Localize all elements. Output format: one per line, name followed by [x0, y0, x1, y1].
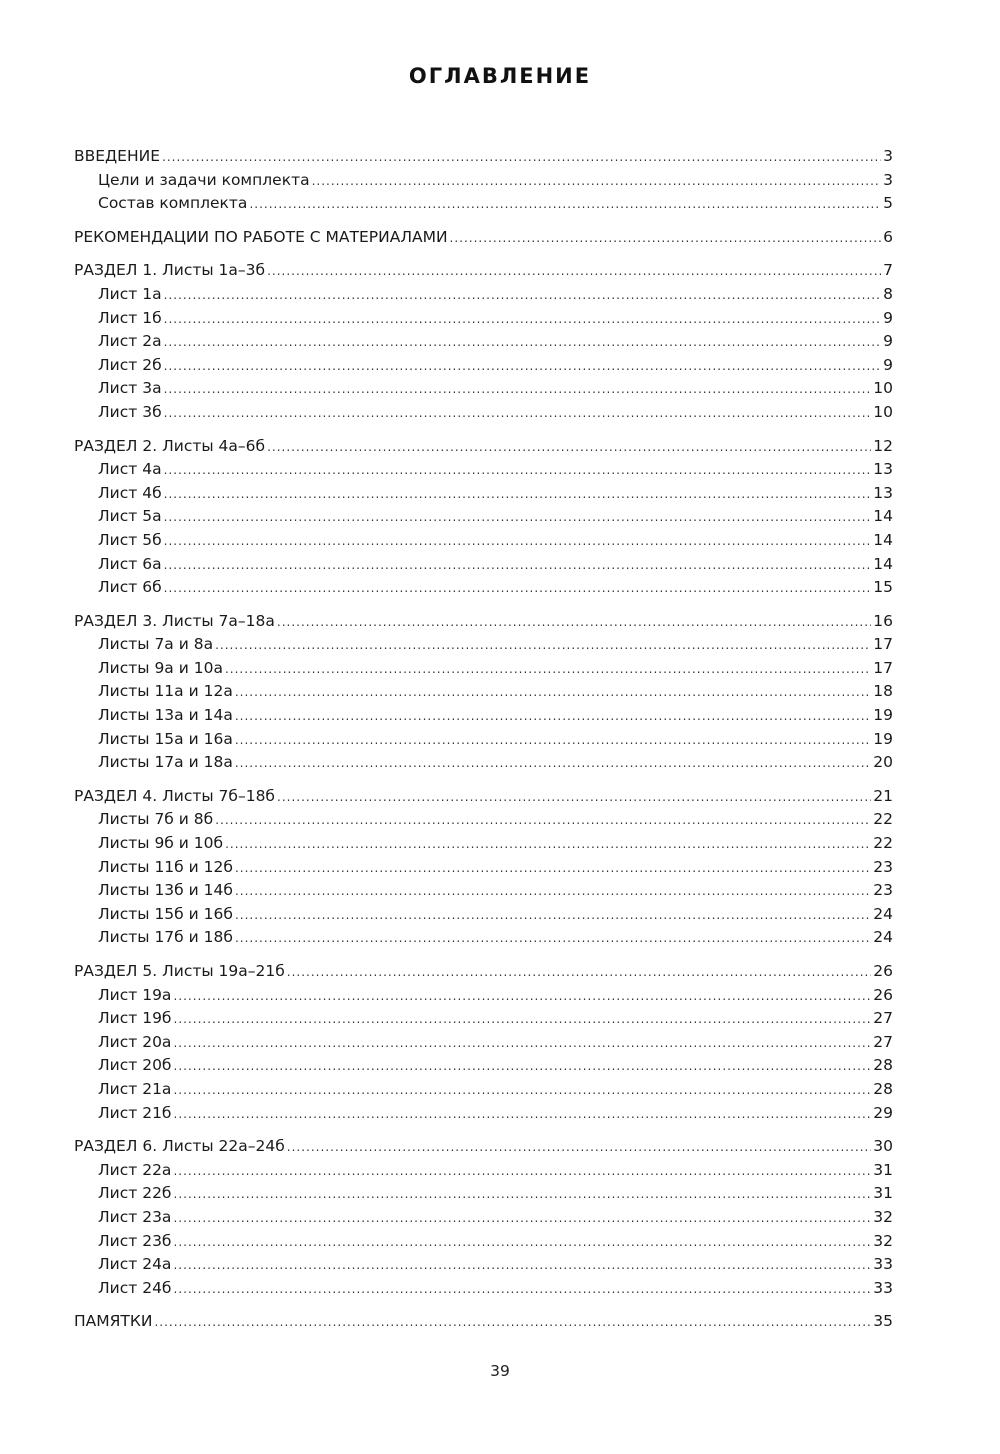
dot-leader [173, 1160, 871, 1184]
toc-item-page: 19 [873, 729, 893, 748]
toc-section-page: 26 [873, 962, 893, 980]
dot-leader [215, 809, 871, 833]
dot-leader [287, 1136, 871, 1160]
toc-item-label: Лист 20а [98, 1032, 172, 1051]
toc-section [74, 610, 893, 775]
toc-item-page: 3 [883, 170, 893, 189]
dot-leader [164, 506, 872, 530]
toc-item-label: Лист 2б [98, 355, 162, 374]
toc-item-row[interactable] [74, 169, 893, 193]
toc-item-label: Листы 9а и 10а [98, 658, 223, 677]
dot-leader [267, 260, 881, 284]
toc-item-row[interactable] [74, 192, 893, 216]
toc-item-row[interactable] [74, 1159, 893, 1183]
toc-item-page: 31 [873, 1184, 893, 1203]
toc-item-label: Листы 9б и 10б [98, 834, 224, 853]
dot-leader [164, 530, 872, 554]
toc-section-row[interactable] [74, 1135, 893, 1159]
toc-item-label: Лист 21а [98, 1079, 172, 1098]
toc-item-row[interactable] [74, 680, 893, 704]
toc-item-page: 22 [873, 834, 893, 853]
toc-item-page: 33 [873, 1278, 893, 1297]
toc-section-label: ВВЕДЕНИЕ [74, 147, 161, 165]
toc-item-page: 17 [873, 658, 893, 677]
dot-leader [164, 331, 882, 355]
toc-item-page: 22 [873, 810, 893, 829]
toc-section-row[interactable] [74, 145, 893, 169]
toc-item-row[interactable] [74, 1102, 893, 1126]
toc-section-page: 12 [873, 436, 893, 455]
toc-item-label: Лист 21б [98, 1103, 172, 1122]
toc-item-label: Лист 2а [98, 332, 162, 351]
dot-leader [249, 193, 881, 217]
toc-section-row[interactable] [74, 226, 893, 250]
toc-item-label: Лист 1б [98, 308, 162, 327]
toc-item-page: 14 [873, 530, 893, 549]
toc-item-row[interactable] [74, 482, 893, 506]
toc-item-page: 14 [873, 507, 893, 526]
toc-item-label: Лист 5б [98, 530, 162, 549]
toc-item-row[interactable] [74, 1078, 893, 1102]
dot-leader [164, 308, 881, 332]
toc-item-label: Лист 6а [98, 554, 162, 573]
toc-section-row[interactable] [74, 1310, 893, 1334]
toc-section-page: 3 [883, 147, 893, 165]
toc-section-label: РАЗДЕЛ 4. Листы 7б–18б [74, 786, 275, 805]
toc-section-label: РАЗДЕЛ 1. Листы 1а–3б [74, 261, 266, 280]
toc-item-page: 23 [873, 881, 893, 900]
toc-item-label: Лист 24а [98, 1255, 172, 1274]
dot-leader [164, 378, 872, 402]
toc-section-row[interactable] [74, 610, 893, 634]
dot-leader [162, 146, 881, 170]
toc-item-row[interactable] [74, 505, 893, 529]
dot-leader [312, 170, 882, 194]
toc-item-page: 24 [873, 904, 893, 923]
dot-leader [164, 459, 872, 483]
toc-item-label: Лист 5а [98, 507, 162, 526]
dot-leader [215, 634, 871, 658]
dot-leader [450, 227, 882, 251]
toc-item-row[interactable] [74, 330, 893, 354]
toc-section-row[interactable] [74, 960, 893, 984]
dot-leader [235, 880, 871, 904]
dot-leader [164, 402, 872, 426]
toc-item-row[interactable] [74, 704, 893, 728]
toc-item-row[interactable] [74, 401, 893, 425]
dot-leader [173, 1032, 871, 1056]
toc-item-page: 10 [873, 379, 893, 398]
dot-leader [235, 681, 871, 705]
toc-item-row[interactable] [74, 1054, 893, 1078]
toc-item-page: 15 [873, 578, 893, 597]
toc-item-label: Листы 7б и 8б [98, 810, 214, 829]
toc-item-label: Лист 4б [98, 483, 162, 502]
toc-item-page: 17 [873, 635, 893, 654]
toc-item-page: 33 [873, 1255, 893, 1274]
toc-item-label: Лист 23а [98, 1207, 172, 1226]
dot-leader [174, 1055, 872, 1079]
toc-item-row[interactable] [74, 1007, 893, 1031]
toc-item-label: Листы 13а и 14а [98, 706, 233, 725]
dot-leader [287, 961, 871, 985]
toc-item-label: Листы 11а и 12а [98, 682, 233, 701]
toc-item-label: Листы 13б и 14б [98, 881, 233, 900]
toc-section [74, 259, 893, 424]
toc-item-row[interactable] [74, 1182, 893, 1206]
toc-section-row[interactable] [74, 259, 893, 283]
toc-section-page: 35 [873, 1312, 893, 1331]
toc-item-row[interactable] [74, 1230, 893, 1254]
toc-item-row[interactable] [74, 283, 893, 307]
toc-item-label: Состав комплекта [98, 194, 248, 213]
dot-leader [174, 1231, 872, 1255]
dot-leader [235, 927, 871, 951]
toc-item-page: 20 [873, 753, 893, 772]
toc-item-label: Листы 17а и 18а [98, 753, 233, 772]
toc-item-row[interactable] [74, 657, 893, 681]
toc-item-label: Лист 3б [98, 402, 162, 421]
toc-section [74, 785, 893, 950]
toc-item-row[interactable] [74, 1253, 893, 1277]
toc-item-page: 5 [883, 194, 893, 213]
toc-section-page: 16 [873, 611, 893, 630]
toc-item-page: 28 [873, 1079, 893, 1098]
dot-leader [164, 554, 872, 578]
toc-item-row[interactable] [74, 458, 893, 482]
toc-section [74, 145, 893, 216]
toc-section-row[interactable] [74, 435, 893, 459]
toc-item-page: 27 [873, 1032, 893, 1051]
dot-leader [173, 1079, 871, 1103]
toc-item-label: Цели и задачи комплекта [98, 170, 310, 189]
toc-item-label: Лист 19а [98, 985, 172, 1004]
toc-item-row[interactable] [74, 984, 893, 1008]
toc-item-row[interactable] [74, 1031, 893, 1055]
dot-leader [164, 577, 872, 601]
dot-leader [267, 436, 871, 460]
toc-section-label: РЕКОМЕНДАЦИИ ПО РАБОТЕ С МАТЕРИАЛАМИ [74, 227, 448, 246]
toc-item-page: 31 [873, 1160, 893, 1179]
dot-leader [173, 1207, 871, 1231]
dot-leader [174, 1103, 872, 1127]
toc-section [74, 226, 893, 250]
toc-item-page: 24 [873, 928, 893, 947]
toc-item-row[interactable] [74, 553, 893, 577]
toc-item-label: Лист 1а [98, 284, 162, 303]
toc-item-row[interactable] [74, 856, 893, 880]
toc-item-page: 13 [873, 460, 893, 479]
toc-item-page: 8 [883, 284, 893, 303]
toc-section-page: 30 [873, 1137, 893, 1156]
toc-item-row[interactable] [74, 377, 893, 401]
dot-leader [225, 658, 871, 682]
toc-item-label: Лист 3а [98, 379, 162, 398]
toc-item-row[interactable] [74, 879, 893, 903]
toc-section-label: РАЗДЕЛ 6. Листы 22а–24б [74, 1137, 285, 1156]
toc-section [74, 1135, 893, 1300]
dot-leader [174, 1183, 872, 1207]
toc-section-page: 7 [883, 261, 893, 280]
dot-leader [235, 904, 871, 928]
dot-leader [277, 786, 871, 810]
dot-leader [164, 355, 881, 379]
toc-item-label: Лист 19б [98, 1009, 172, 1028]
toc-item-label: Листы 7а и 8а [98, 635, 214, 654]
dot-leader [173, 985, 871, 1009]
dot-leader [174, 1278, 872, 1302]
dot-leader [154, 1311, 871, 1335]
toc-item-label: Лист 24б [98, 1278, 172, 1297]
toc-section-label: РАЗДЕЛ 5. Листы 19а–21б [74, 962, 285, 980]
toc-item-page: 26 [873, 985, 893, 1004]
toc-item-page: 19 [873, 706, 893, 725]
toc-item-row[interactable] [74, 529, 893, 553]
dot-leader [277, 611, 871, 635]
toc-item-page: 9 [883, 308, 893, 327]
toc-section [74, 1310, 893, 1334]
table-of-contents [74, 145, 893, 1334]
toc-item-page: 29 [873, 1103, 893, 1122]
toc-section-label: РАЗДЕЛ 2. Листы 4а–6б [74, 436, 266, 455]
dot-leader [225, 833, 871, 857]
toc-section-page: 6 [883, 227, 893, 246]
toc-item-row[interactable] [74, 576, 893, 600]
toc-item-label: Лист 4а [98, 460, 162, 479]
toc-item-page: 10 [873, 402, 893, 421]
toc-item-page: 14 [873, 554, 893, 573]
toc-item-row[interactable] [74, 1206, 893, 1230]
page-number: 39 [490, 1362, 510, 1380]
toc-item-row[interactable] [74, 633, 893, 657]
toc-item-page: 28 [873, 1056, 893, 1075]
toc-item-label: Лист 6б [98, 578, 162, 597]
toc-item-row[interactable] [74, 728, 893, 752]
toc-item-label: Листы 15б и 16б [98, 904, 233, 923]
toc-item-label: Лист 23б [98, 1231, 172, 1250]
toc-item-row[interactable] [74, 903, 893, 927]
toc-item-page: 18 [873, 682, 893, 701]
toc-item-page: 13 [873, 483, 893, 502]
toc-item-label: Листы 17б и 18б [98, 928, 233, 947]
toc-item-page: 27 [873, 1009, 893, 1028]
toc-section-page: 21 [873, 786, 893, 805]
toc-item-label: Листы 11б и 12б [98, 857, 233, 876]
dot-leader [164, 483, 872, 507]
toc-item-label: Лист 20б [98, 1056, 172, 1075]
toc-section-label: ПАМЯТКИ [74, 1312, 153, 1331]
toc-section [74, 435, 893, 600]
toc-item-row[interactable] [74, 808, 893, 832]
dot-leader [174, 1008, 872, 1032]
toc-section-label: РАЗДЕЛ 3. Листы 7а–18а [74, 611, 275, 630]
dot-leader [235, 752, 871, 776]
toc-item-label: Листы 15а и 16а [98, 729, 233, 748]
toc-item-page: 9 [883, 332, 893, 351]
toc-item-row[interactable] [74, 751, 893, 775]
page-title: ОГЛАВЛЕНИЕ [408, 64, 592, 88]
toc-item-row[interactable] [74, 1277, 893, 1301]
toc-item-row[interactable] [74, 832, 893, 856]
toc-item-row[interactable] [74, 307, 893, 331]
toc-item-page: 32 [873, 1231, 893, 1250]
dot-leader [173, 1254, 871, 1278]
dot-leader [164, 284, 882, 308]
dot-leader [235, 729, 871, 753]
toc-item-label: Лист 22б [98, 1184, 172, 1203]
toc-item-page: 32 [873, 1207, 893, 1226]
toc-item-row[interactable] [74, 926, 893, 950]
toc-section [74, 960, 893, 1125]
toc-item-row[interactable] [74, 354, 893, 378]
toc-item-page: 23 [873, 857, 893, 876]
toc-item-label: Лист 22а [98, 1160, 172, 1179]
toc-item-page: 9 [883, 355, 893, 374]
toc-section-row[interactable] [74, 785, 893, 809]
dot-leader [235, 857, 871, 881]
dot-leader [235, 705, 871, 729]
